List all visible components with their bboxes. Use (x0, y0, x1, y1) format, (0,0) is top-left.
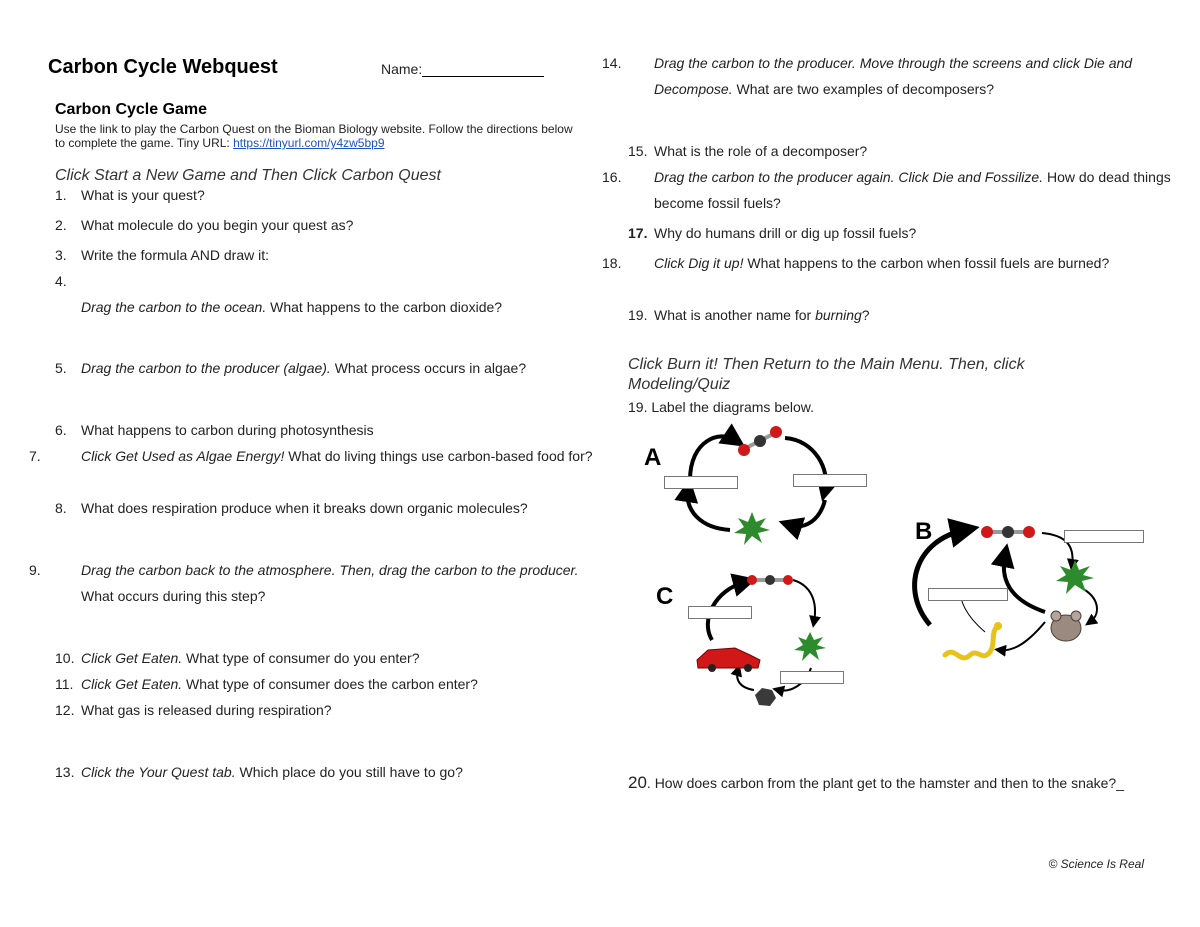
diagram-b-label: B (915, 518, 933, 545)
intro-text: Use the link to play the Carbon Quest on the Bioman Biology website. Follow the directions below to complete the game. Tiny URL: (55, 122, 573, 150)
label-instruction: 19. Label the diagrams below. (628, 399, 815, 415)
question-2: 2. What molecule do you begin your quest as? (55, 217, 354, 233)
question-4-number: 4. (55, 273, 67, 289)
diagram-a-label-box-right[interactable] (793, 474, 867, 487)
section-heading-modeling: Click Burn it! Then Return to the Main Menu. Then, click Modeling/Quiz (628, 356, 1025, 393)
section-heading-start: Click Start a New Game and Then Click Carbon Quest (55, 167, 441, 184)
copyright: © Science Is Real (1048, 857, 1144, 871)
diagram-c-label-box-bottom[interactable] (780, 671, 844, 684)
question-14: 14. Drag the carbon to the producer. Move through the screens and click Die and Decompose. What are two examples of decomposers? (602, 55, 1133, 97)
hamster-icon (1051, 611, 1081, 641)
diagram-a-label: A (644, 444, 662, 471)
question-9: 9. Drag the carbon back to the atmosphere. Then, drag the carbon to the producer. What occurs during this step? (29, 562, 579, 604)
diagram-c-label: C (656, 583, 674, 610)
question-18: 18. Click Dig it up! What happens to the carbon when fossil fuels are burned? (602, 255, 1110, 271)
question-13: 13. Click the Your Quest tab. Which place do you still have to go? (55, 764, 463, 780)
question-5: 5. Drag the carbon to the producer (algae). What process occurs in algae? (55, 360, 527, 376)
page-title: Carbon Cycle Webquest (48, 56, 278, 78)
question-19-burning: 19. What is another name for burning? (628, 307, 870, 323)
game-link[interactable]: https://tinyurl.com/y4zw5bp9 (233, 136, 385, 150)
question-6: 6. What happens to carbon during photosynthesis (55, 422, 374, 438)
coal-icon (755, 688, 776, 706)
question-16: 16. Drag the carbon to the producer again. Click Die and Fossilize. How do dead things become fossil fuels? (602, 169, 1171, 211)
question-7: 7. Click Get Used as Algae Energy! What do living things use carbon-based food for? (29, 448, 593, 464)
diagram-a-label-box-left[interactable] (664, 476, 738, 489)
question-8: 8. What does respiration produce when it breaks down organic molecules? (55, 500, 528, 516)
question-3: 3. Write the formula AND draw it: (55, 247, 270, 263)
question-12: 12. What gas is released during respiration? (55, 702, 332, 718)
question-4: Drag the carbon to the ocean. What happens to the carbon dioxide? (81, 299, 503, 315)
snake-icon (945, 626, 998, 658)
question-1: 1. What is your quest? (55, 187, 205, 203)
name-label: Name: (381, 61, 423, 77)
diagram-b-label-box-left[interactable] (928, 588, 1008, 601)
question-17: 17. Why do humans drill or dig up fossil fuels? (628, 225, 917, 241)
diagram-c-label-box-left[interactable] (688, 606, 752, 619)
question-15: 15. What is the role of a decomposer? (628, 143, 868, 159)
question-11: 11. Click Get Eaten. What type of consumer does the carbon enter? (55, 676, 478, 692)
diagram-b-label-box-top[interactable] (1064, 530, 1144, 543)
section-subtitle: Carbon Cycle Game (55, 101, 208, 118)
question-10: 10. Click Get Eaten. What type of consumer do you enter? (55, 650, 420, 666)
car-icon (697, 648, 760, 672)
question-20: 20. How does carbon from the plant get to the hamster and then to the snake?_ (628, 773, 1124, 792)
plant-icon (734, 512, 770, 545)
